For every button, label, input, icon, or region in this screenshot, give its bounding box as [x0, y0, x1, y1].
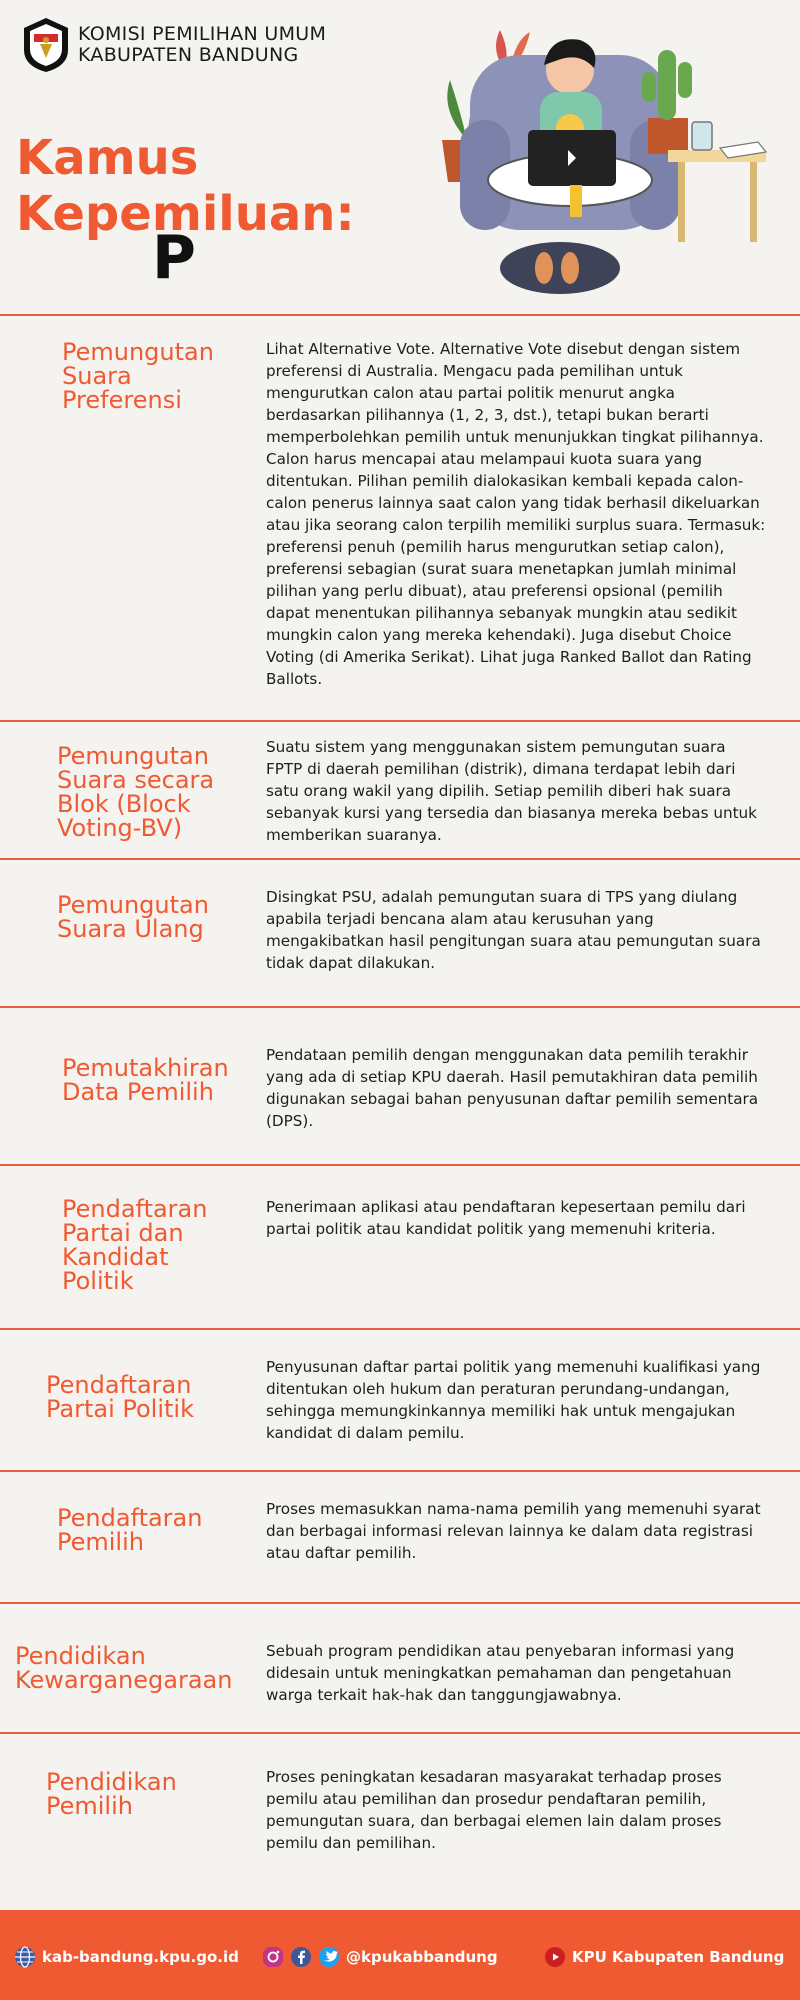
glossary-entry	[0, 1164, 800, 1328]
glossary-entry	[0, 720, 800, 858]
glossary-entry	[0, 1470, 800, 1602]
glossary-entry	[0, 314, 800, 720]
title-line-1: Kamus	[16, 130, 199, 186]
organization-name	[78, 24, 326, 66]
twitter-icon[interactable]	[318, 1946, 340, 1968]
org-line-1: KOMISI PEMILIHAN UMUM	[78, 23, 327, 45]
glossary-entry	[0, 1602, 800, 1732]
website-text: kab-bandung.kpu.go.id	[42, 1948, 239, 1966]
glossary-entry	[0, 1328, 800, 1470]
entry-definition: Proses peningkatan kesadaran masyarakat terhadap proses pemilu atau pemilihan dan prosedur pendaftaran pemilih, pemungutan suara, dan berbagai elemen lain dalam proses pemilu dan pemilihan.	[266, 1768, 722, 1852]
entry-definition: Sebuah program pendidikan atau penyebaran informasi yang didesain untuk meningkatkan pemahaman dan pengetahuan warga terkait hak-hak dan tanggungjawabnya.	[266, 1642, 735, 1704]
social-handle: @kpukabbandung	[346, 1948, 498, 1966]
youtube-channel-name: KPU Kabupaten Bandung	[572, 1948, 785, 1966]
youtube-icon	[544, 1946, 566, 1968]
entry-term: Pemungutan Suara secara Blok (Block Voting-BV)	[57, 742, 215, 842]
entry-definition: Proses memasukkan nama-nama pemilih yang memenuhi syarat dan berbagai informasi relevan lainnya ke dalam data registrasi atau daftar pemilih.	[266, 1500, 761, 1562]
kpu-logo	[20, 16, 72, 74]
entry-term: Pendidikan Pemilih	[46, 1768, 177, 1820]
entry-definition: Suatu sistem yang menggunakan sistem pemungutan suara FPTP di daerah pemilihan (distrik), dimana terdapat lebih dari satu orang wakil yang dipilih. Setiap pemilih diberi hak suara sebanyak kursi yang tersedia dan biasanya mereka bebas untuk memberikan suaranya.	[266, 738, 757, 844]
globe-icon	[14, 1946, 36, 1968]
entry-definition: Penyusunan daftar partai politik yang memenuhi kualifikasi yang ditentukan oleh hukum dan peraturan perundang-undangan, sehingga memungkinkannya memiliki hak untuk mengajukan kandidat di dalam pemilu.	[266, 1358, 761, 1442]
org-line-2: KABUPATEN BANDUNG	[78, 44, 299, 66]
website-link[interactable]	[14, 1946, 239, 1968]
title-line-2: Kepemiluan:	[16, 186, 355, 242]
entry-term: Pendaftaran Partai dan Kandidat Politik	[62, 1195, 208, 1295]
entry-definition: Disingkat PSU, adalah pemungutan suara di TPS yang diulang apabila terjadi bencana alam atau kerusuhan yang mengakibatkan hasil pengitungan suara atau pemungutan suara tidak dapat dilakukan.	[266, 888, 761, 972]
entry-term: Pemungutan Suara Ulang	[57, 891, 209, 943]
youtube-link[interactable]	[544, 1946, 784, 1968]
header	[0, 0, 800, 315]
entry-term: Pemutakhiran Data Pemilih	[62, 1054, 229, 1106]
facebook-icon[interactable]	[290, 1946, 312, 1968]
instagram-icon[interactable]	[262, 1946, 284, 1968]
glossary-entry	[0, 1006, 800, 1164]
person-on-laptop-illustration	[430, 10, 780, 300]
entry-term: Pemungutan Suara Preferensi	[62, 338, 214, 414]
glossary-entry	[0, 1732, 800, 1910]
footer	[0, 1910, 800, 2000]
entry-definition: Pendataan pemilih dengan menggunakan data pemilih terakhir yang ada di setiap KPU daerah. Hasil pemutakhiran data pemilih digunakan sebagai bahan penyusunan daftar pemilih sementara (DPS).	[266, 1046, 759, 1130]
entry-definition: Penerimaan aplikasi atau pendaftaran kepesertaan pemilu dari partai politik atau kandidat politik yang memenuhi kriteria.	[266, 1198, 746, 1238]
entry-term: Pendidikan Kewarganegaraan	[15, 1642, 233, 1694]
dictionary-letter: P	[152, 223, 196, 293]
entry-term: Pendaftaran Partai Politik	[46, 1371, 194, 1423]
entry-definition: Lihat Alternative Vote. Alternative Vote disebut dengan sistem preferensi di Australia. Mengacu pada pemilihan untuk mengurutkan calon atau partai politik menurut angka berdasarkan pilihannya (1, 2, 3, dst.), tetapi bukan berarti memperbolehkan pemilih untuk menunjukkan tingkat pilihannya. Calon harus mencapai atau melampaui kuota suara yang ditentukan. Pilihan pemilih dialokasikan kembali kepada calon-calon penerus lainnya saat calon yang tidak berhasil dikeluarkan atau jika seorang calon terpilih memiliki surplus suara. Termasuk: preferensi penuh (pemilih harus mengurutkan setiap calon), preferensi sebagian (surat suara menetapkan jumlah minimal pilihan yang perlu dibuat), atau preferensi opsional (pemilih dapat menentukan pilihannya sebanyak mungkin atau sedikit mungkin calon yang mereka kehendaki). Juga disebut Choice Voting (di Amerika Serikat). Lihat juga Ranked Ballot dan Rating Ballots.	[266, 340, 766, 688]
glossary-entries	[0, 314, 800, 1910]
entry-term: Pendaftaran Pemilih	[57, 1504, 203, 1556]
social-links[interactable]	[262, 1946, 498, 1968]
glossary-entry	[0, 858, 800, 1006]
